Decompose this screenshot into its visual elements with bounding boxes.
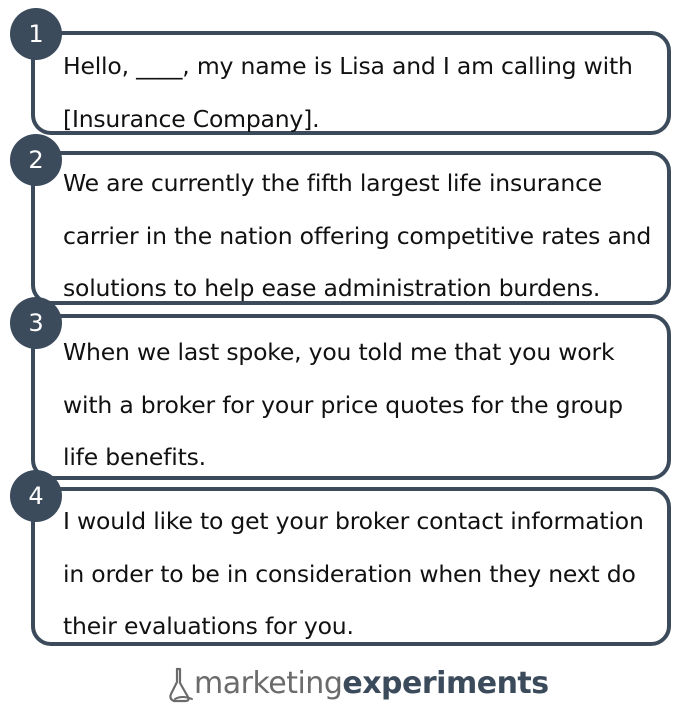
- step-number-badge-4: 4: [10, 470, 62, 522]
- step-text-1: Hello, ____, my name is Lisa and I am calling with [Insurance Company].: [63, 52, 633, 133]
- step-number-badge-2: 2: [10, 134, 62, 186]
- step-box-2: [31, 151, 671, 305]
- step-box-4: [31, 487, 671, 646]
- flask-pen-icon: [168, 666, 194, 704]
- step-text-4: I would like to get your broker contact information in order to be in consideration when they next do their evaluations for you.: [63, 507, 644, 640]
- step-number-badge-1: 1: [10, 8, 62, 60]
- step-box-3: [31, 314, 671, 480]
- brand-word-marketing: marketing: [194, 666, 343, 701]
- step-box-1: [31, 31, 671, 135]
- step-number-badge-3: 3: [10, 297, 62, 349]
- brand-logo: [168, 664, 549, 704]
- step-text-3: When we last spoke, you told me that you work with a broker for your price quotes for the group life benefits.: [63, 338, 623, 471]
- brand-word-experiments: experiments: [342, 666, 549, 701]
- step-text-2: We are currently the fifth largest life insurance carrier in the nation offering competitive rates and solutions to help ease administration burdens.: [63, 169, 652, 302]
